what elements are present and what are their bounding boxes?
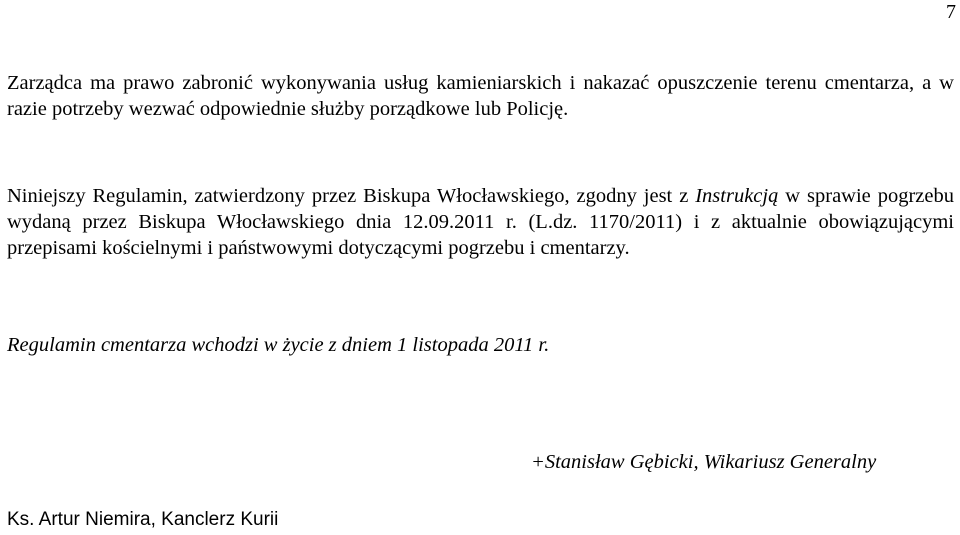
paragraph-approval-text-start: Niniejszy Regulamin, zatwierdzony przez Biskupa Włocławskiego, zgodny jest z (7, 185, 696, 207)
page-number: 7 (946, 1, 956, 23)
paragraph-regulation-approval (7, 183, 954, 261)
signature-chancellor: Ks. Artur Niemira, Kanclerz Kurii (7, 509, 279, 530)
paragraph-approval-text-end: w sprawie pogrzebu wydaną przez Biskupa Włocławskiego dnia 12.09.2011 r. (L.dz. 1170/2011) i z aktualnie obowiązującymi przepisami kościelnymi i państwowymi dotyczącymi pogrzebu i cmentarzy. (7, 185, 954, 259)
paragraph-effective-date: Regulamin cmentarza wchodzi w życie z dniem 1 listopada 2011 r. (7, 334, 550, 356)
paragraph-stonework-restrictions: Zarządca ma prawo zabronić wykonywania usług kamieniarskich i nakazać opuszczenie terenu cmentarza, a w razie potrzeby wezwać odpowiednie służby porządkowe lub Policję. (7, 72, 954, 120)
signature-vicar-general: +Stanisław Gębicki, Wikariusz Generalny (531, 451, 877, 473)
instruction-term: Instrukcją (695, 185, 779, 207)
